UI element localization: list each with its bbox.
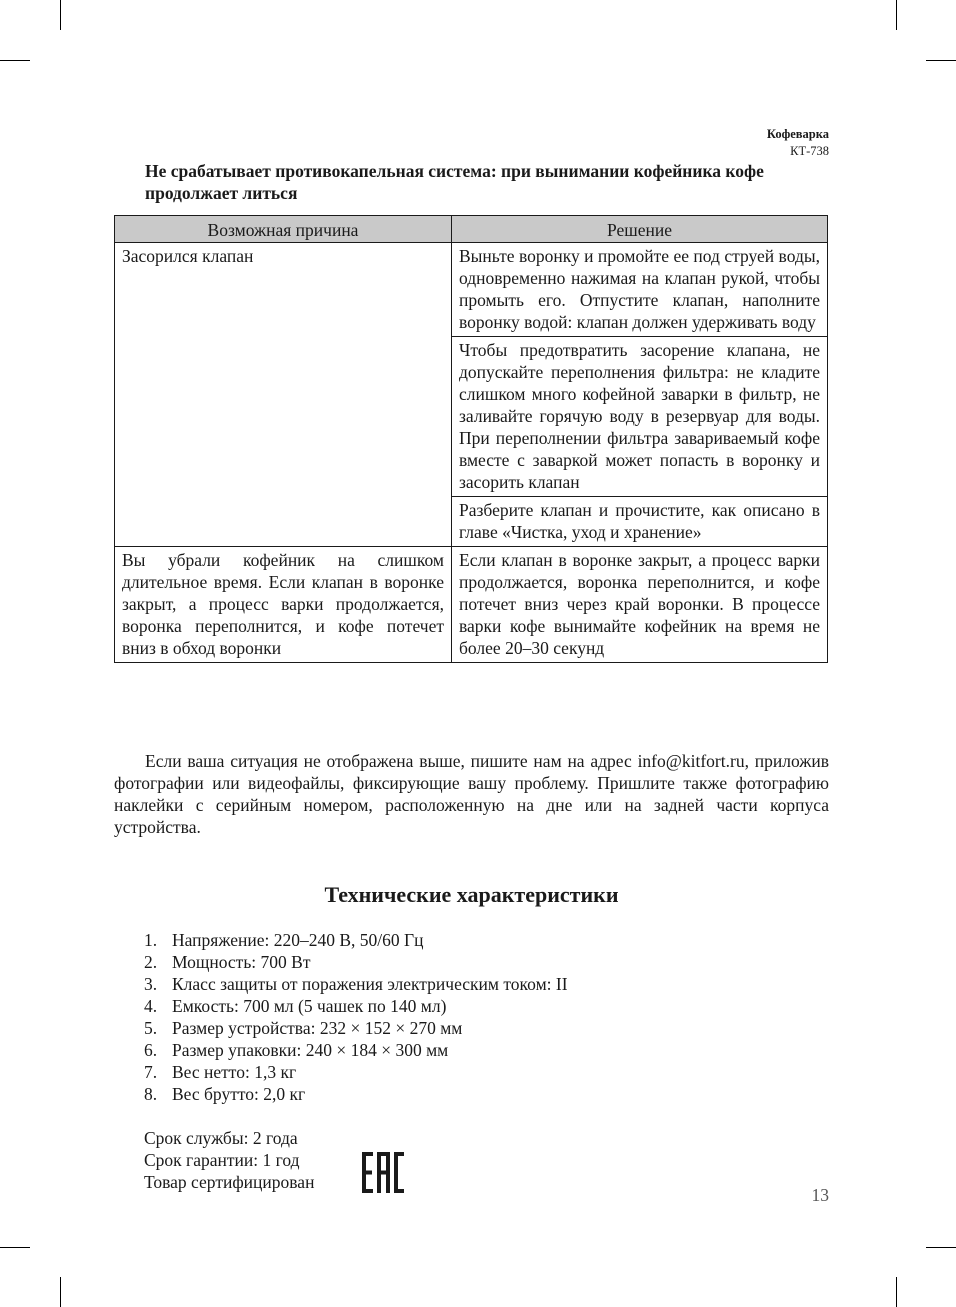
- contact-paragraph: Если ваша ситуация не отображена выше, пишите нам на адрес info@kitfort.ru, приложив фотографии или видеофайлы, фиксирующие вашу проблему. Пришлите также фотографию наклейки с серийным номером, расположенную на дне или на задней части корпуса устройства.: [114, 750, 829, 837]
- crop-mark: [60, 1277, 61, 1307]
- footer-info: [144, 1127, 314, 1193]
- crop-mark: [0, 1247, 30, 1248]
- page-number: 13: [811, 1185, 829, 1205]
- header-cause: Возможная причина: [115, 216, 452, 243]
- crop-mark: [0, 60, 30, 61]
- list-item: 6. Размер упаковки: 240 × 184 × 300 мм: [144, 1040, 449, 1060]
- header-solution: Решение: [452, 216, 828, 243]
- section-title: Не срабатывает противокапельная система: при вынимании кофейника кофе продолжает литься: [145, 161, 764, 203]
- solution-cell: Если клапан в воронке закрыт, а процесс варки продолжается, воронка переполнится, и кофе потечет вниз через край воронки. В процессе варки кофе вынимайте кофейник на время не более 20–30 секунд: [452, 547, 828, 663]
- solution-cell: Чтобы предотвратить засорение клапана, не допускайте переполнения фильтра: не кладите слишком много кофейной заварки в фильтр, не заливайте горячую воду в резервуар для воды. При переполнении фильтра завариваемый кофе вместе с заваркой может попасть в воронку и засорить клапан: [452, 337, 828, 497]
- cause-cell: Вы убрали кофейник на слишком длительное время. Если клапан в воронке закрыт, а процесс варки продолжается, воронка переполнится, и кофе потечет вниз в обход воронки: [115, 547, 452, 663]
- list-item: 1. Напряжение: 220–240 В, 50/60 Гц: [144, 930, 424, 950]
- crop-mark: [896, 0, 897, 30]
- table-row: [115, 243, 828, 337]
- running-header: [767, 126, 829, 160]
- list-item: 2. Мощность: 700 Вт: [144, 952, 311, 972]
- tech-specs-list: [144, 929, 568, 1105]
- crop-mark: [896, 1277, 897, 1307]
- table-row: [115, 547, 828, 663]
- header-model: КТ-738: [790, 144, 829, 158]
- list-item: 7. Вес нетто: 1,3 кг: [144, 1062, 297, 1082]
- tech-specs-title: Технические характеристики: [324, 882, 619, 907]
- cause-cell: Засорился клапан: [115, 243, 452, 547]
- solution-cell: Выньте воронку и промойте ее под струей воды, одновременно нажимая на клапан рукой, чтобы промыть его. Отпустите клапан, наполните воронку водой: клапан должен удерживать воду: [452, 243, 828, 337]
- service-life: Срок службы: 2 года: [144, 1128, 298, 1148]
- eac-logo-icon: [362, 1152, 404, 1193]
- list-item: 3. Класс защиты от поражения электрическим током: II: [144, 974, 568, 994]
- list-item: 8. Вес брутто: 2,0 кг: [144, 1084, 306, 1104]
- warranty: Срок гарантии: 1 год: [144, 1150, 300, 1170]
- crop-mark: [926, 1247, 956, 1248]
- troubleshooting-table: [114, 215, 828, 663]
- list-item: 4. Емкость: 700 мл (5 чашек по 140 мл): [144, 996, 447, 1016]
- certified: Товар сертифицирован: [144, 1172, 315, 1192]
- crop-mark: [60, 0, 61, 30]
- list-item: 5. Размер устройства: 232 × 152 × 270 мм: [144, 1018, 463, 1038]
- solution-cell: Разберите клапан и прочистите, как описано в главе «Чистка, уход и хранение»: [452, 497, 828, 547]
- header-product: Кофеварка: [766, 127, 829, 141]
- crop-mark: [926, 60, 956, 61]
- table-header-row: [115, 216, 828, 243]
